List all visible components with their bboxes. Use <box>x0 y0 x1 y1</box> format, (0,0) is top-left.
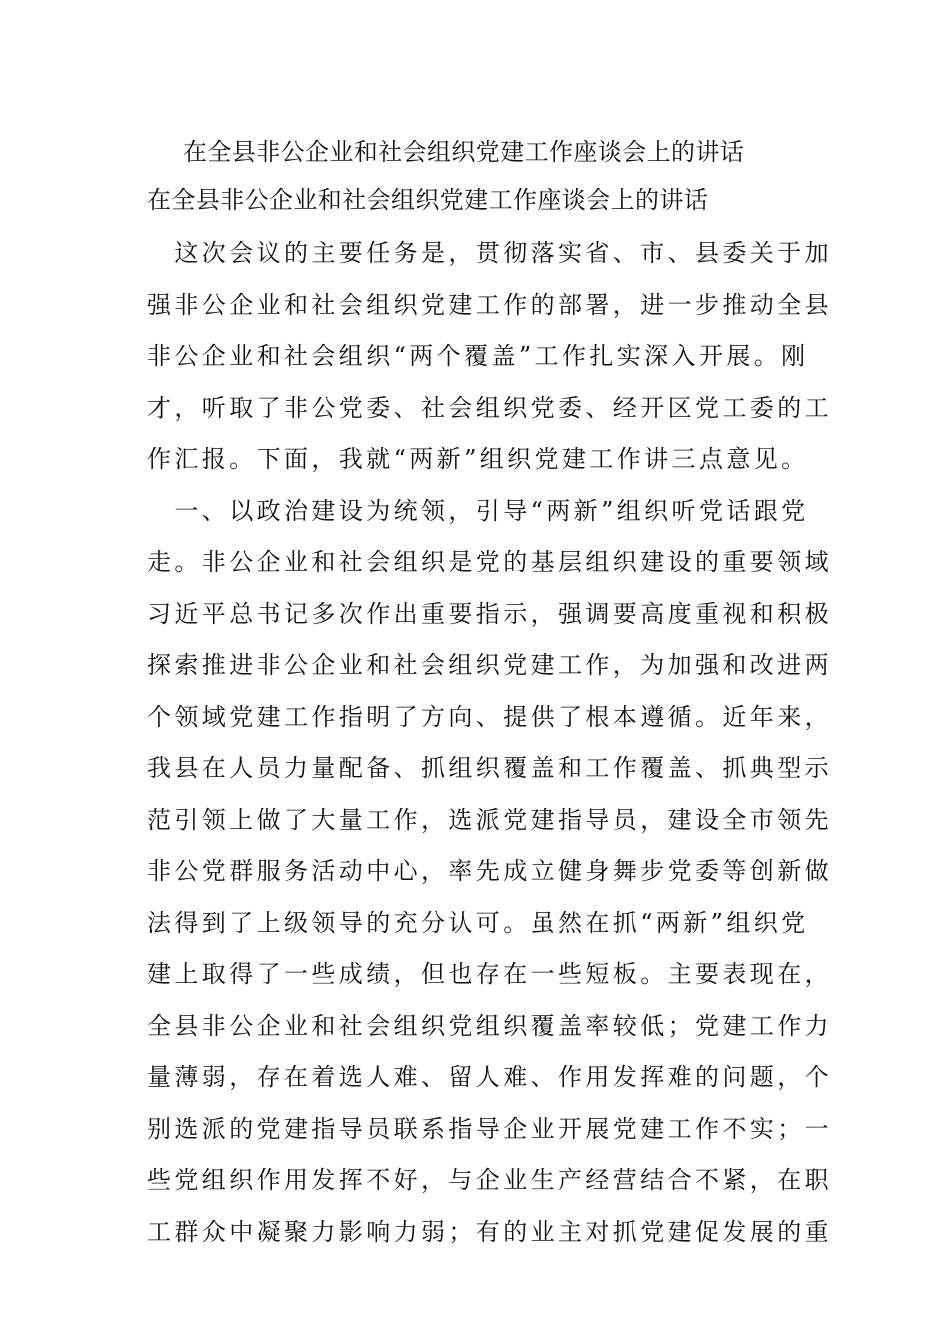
body-line: 法得到了上级领导的充分认可。虽然在抓“两新”组织党 <box>147 909 809 937</box>
body-line: 习近平总书记多次作出重要指示，强调要高度重视和积极 <box>147 600 832 628</box>
body-line: 强非公企业和社会组织党建工作的部署，进一步推动全县 <box>147 291 832 319</box>
body-line: 全县非公企业和社会组织党组织覆盖率较低；党建工作力 <box>147 1012 832 1040</box>
body-line: 作汇报。下面，我就“两新”组织党建工作讲三点意见。 <box>147 445 809 473</box>
body-line: 非公党群服务活动中心，率先成立健身舞步党委等创新做 <box>147 857 832 885</box>
body-line: 走。非公企业和社会组织是党的基层组织建设的重要领域 <box>147 548 832 576</box>
body-line: 个领域党建工作指明了方向、提供了根本遵循。近年来， <box>147 703 832 731</box>
document-subtitle: 在全县非公企业和社会组织党建工作座谈会上的讲话 <box>147 186 709 214</box>
body-line: 非公企业和社会组织“两个覆盖”工作扎实深入开展。刚 <box>147 342 809 370</box>
body-line: 量薄弱，存在着选人难、留人难、作用发挥难的问题，个 <box>147 1063 832 1091</box>
body-line: 一、以政治建设为统领，引导“两新”组织听党话跟党 <box>147 497 809 525</box>
body-line: 才，听取了非公党委、社会组织党委、经开区党工委的工 <box>147 394 832 422</box>
body-line: 我县在人员力量配备、抓组织覆盖和工作覆盖、抓典型示 <box>147 754 832 782</box>
body-line: 些党组织作用发挥不好，与企业生产经营结合不紧，在职 <box>147 1166 832 1194</box>
body-line: 建上取得了一些成绩，但也存在一些短板。主要表现在， <box>147 960 832 988</box>
body-line: 范引领上做了大量工作，选派党建指导员，建设全市领先 <box>147 806 832 834</box>
body-line: 别选派的党建指导员联系指导企业开展党建工作不实；一 <box>147 1115 832 1143</box>
body-line: 探索推进非公企业和社会组织党建工作，为加强和改进两 <box>147 651 832 679</box>
document-title: 在全县非公企业和社会组织党建工作座谈会上的讲话 <box>183 138 745 166</box>
body-line: 工群众中凝聚力影响力弱；有的业主对抓党建促发展的重 <box>147 1218 832 1246</box>
body-line: 这次会议的主要任务是，贯彻落实省、市、县委关于加 <box>147 239 832 267</box>
